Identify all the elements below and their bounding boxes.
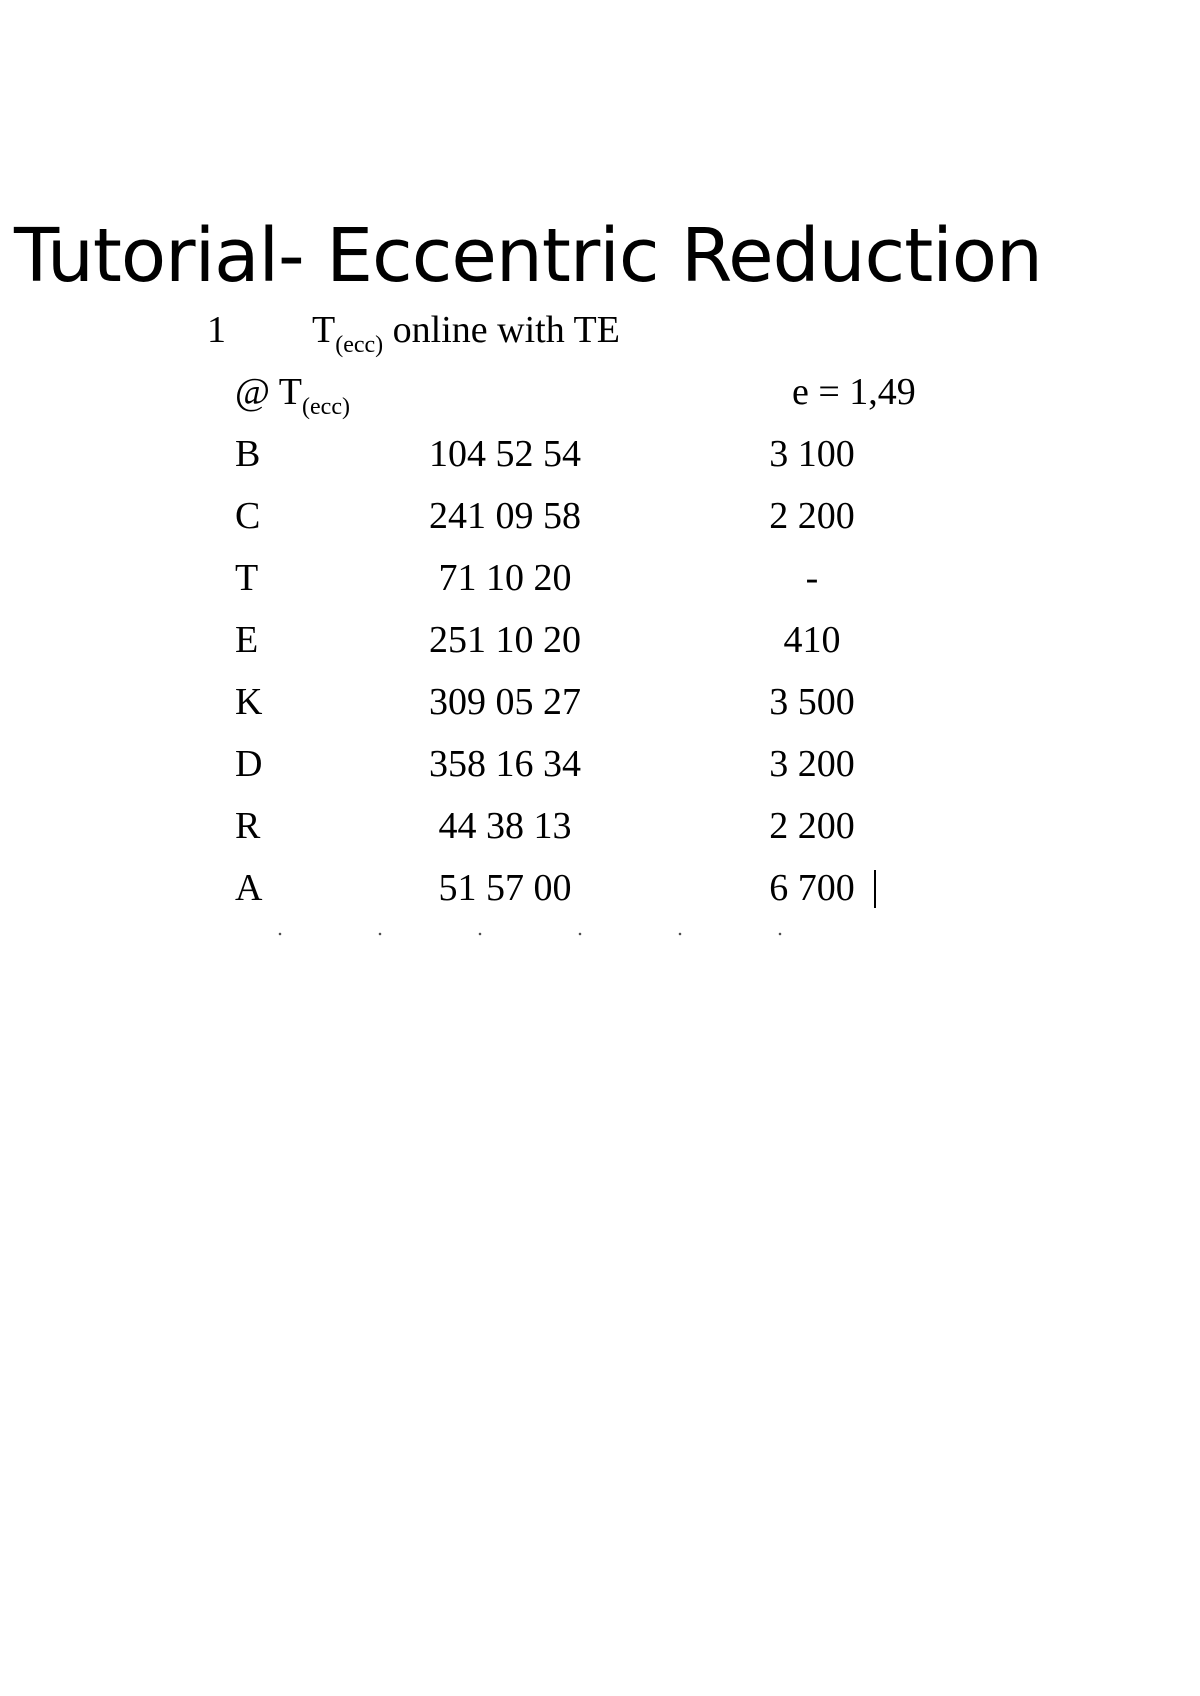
observation-row: [0, 804, 1200, 848]
direction-value: 241 09 58: [429, 495, 581, 537]
cropped-text-fragment: [230, 932, 830, 936]
direction-value: 358 16 34: [429, 743, 581, 785]
direction-value: 309 05 27: [429, 681, 581, 723]
page-title: Tutorial- Eccentric Reduction: [14, 213, 1042, 299]
observation-row: [0, 680, 1200, 724]
direction-value: 51 57 00: [438, 867, 572, 909]
eccentricity-value: e = 1,49: [792, 371, 916, 413]
observation-row: [0, 618, 1200, 662]
statement-symbol: T: [312, 309, 336, 351]
station-label: K: [235, 681, 263, 723]
statement-text: online with TE: [392, 309, 620, 351]
distance-value: 2 200: [769, 805, 855, 847]
text-cursor: [874, 870, 876, 908]
station-label: R: [235, 805, 261, 847]
distance-value: -: [805, 557, 819, 599]
statement-subscript: (ecc): [335, 332, 384, 358]
observation-row: [0, 866, 1200, 910]
station-label: E: [235, 619, 259, 661]
direction-value: 71 10 20: [438, 557, 572, 599]
observation-row: [0, 742, 1200, 786]
observation-row: [0, 494, 1200, 538]
distance-value: 3 100: [769, 433, 855, 475]
station-label: B: [235, 433, 261, 475]
direction-value: 44 38 13: [438, 805, 572, 847]
distance-value: 3 200: [769, 743, 855, 785]
distance-value: 6 700: [769, 867, 855, 909]
direction-value: 104 52 54: [429, 433, 581, 475]
instrument-station-header: [235, 370, 350, 419]
distance-value: 3 500: [769, 681, 855, 723]
direction-value: 251 10 20: [429, 619, 581, 661]
station-label: C: [235, 495, 261, 537]
header-subscript: (ecc): [302, 394, 350, 420]
observation-row: [0, 432, 1200, 476]
problem-number: 1: [207, 309, 226, 351]
observation-row: [0, 556, 1200, 600]
station-label: T: [235, 557, 259, 599]
station-label: D: [235, 743, 263, 785]
problem-statement: [312, 308, 620, 357]
distance-value: 410: [783, 619, 841, 661]
distance-value: 2 200: [769, 495, 855, 537]
header-at-symbol: @ T: [235, 371, 303, 413]
station-label: A: [235, 867, 263, 909]
